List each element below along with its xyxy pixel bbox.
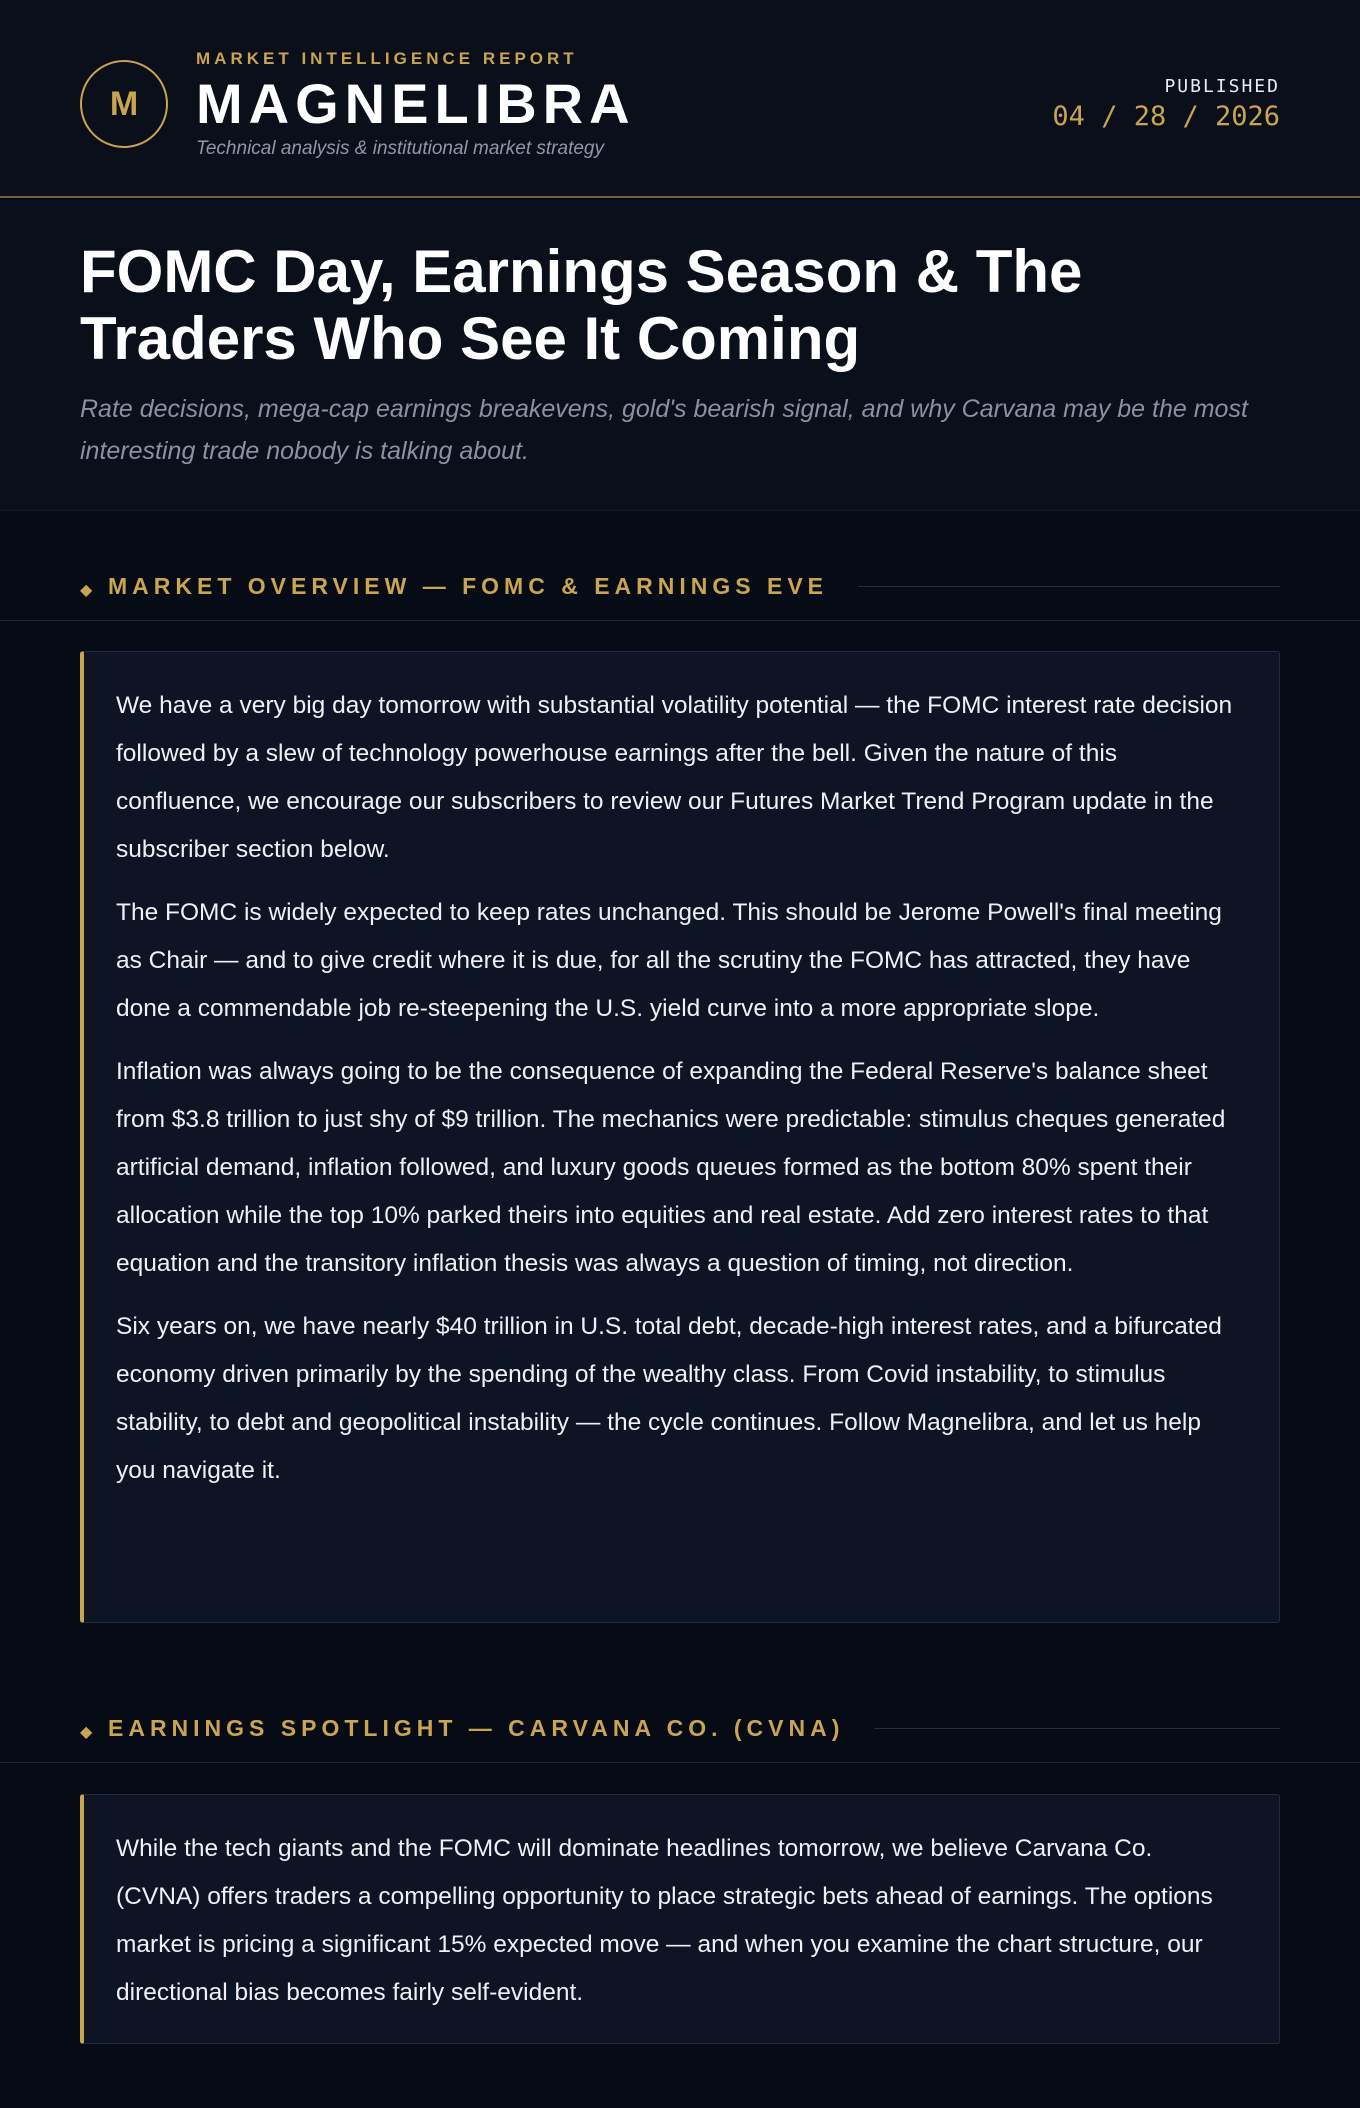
section-divider: [858, 586, 1280, 587]
section-header-market-overview: [0, 512, 1360, 621]
brand-name[interactable]: MAGNELIBRA: [196, 72, 636, 135]
site-header: [0, 0, 1360, 198]
diamond-icon: ◆: [80, 582, 93, 599]
section-header-earnings-spotlight: [0, 1654, 1360, 1763]
paragraph: Inflation was always going to be the consequence of expanding the Federal Reserve's balance sheet from $3.8 trillion to just shy of $9 trillion. The mechanics were predictable: stimulus cheques generated artificial demand, inflation followed, and luxury goods queues formed as the bottom 80% spent their allocation while the top 10% parked theirs into equities and real estate. Add zero interest rates to that equation and the transitory inflation thesis was always a question of timing, not direction.: [116, 1058, 1226, 1277]
hero: [0, 200, 1360, 511]
paragraph: The FOMC is widely expected to keep rates unchanged. This should be Jerome Powell's final meeting as Chair — and to give credit where it is due, for all the scrutiny the FOMC has attracted, they have done a commendable job re-steepening the U.S. yield curve into a more appropriate slope.: [116, 899, 1222, 1022]
published-label: PUBLISHED: [1164, 76, 1280, 97]
section-title: EARNINGS SPOTLIGHT — CARVANA CO. (CVNA): [108, 1715, 845, 1741]
article-title: FOMC Day, Earnings Season & The Traders Who See It Coming: [80, 238, 1083, 372]
article-subtitle: Rate decisions, mega-cap earnings breakevens, gold's bearish signal, and why Carvana may be the most interesting trade nobody is talking about.: [80, 395, 1248, 465]
section-divider: [874, 1728, 1280, 1729]
paragraph: While the tech giants and the FOMC will dominate headlines tomorrow, we believe Carvana Co. (CVNA) offers traders a compelling opportunity to place strategic bets ahead of earnings. The options market is pricing a significant 15% expected move — and when you examine the chart structure, our directional bias becomes fairly self-evident.: [116, 1835, 1213, 2006]
logo[interactable]: [80, 60, 168, 148]
published-date: 04 / 28 / 2026: [1052, 101, 1280, 132]
paragraph: Six years on, we have nearly $40 trillion in U.S. total debt, decade-high interest rates, and a bifurcated economy driven primarily by the spending of the wealthy class. From Covid instability, to stimulus stability, to debt and geopolitical instability — the cycle continues. Follow Magnelibra, and let us help you navigate it.: [116, 1313, 1222, 1484]
earnings-spotlight-card: [80, 1794, 1280, 2044]
brand-tagline: Technical analysis & institutional market strategy: [196, 138, 604, 159]
paragraph: We have a very big day tomorrow with substantial volatility potential — the FOMC interest rate decision followed by a slew of technology powerhouse earnings after the bell. Given the nature of this confluence, we encourage our subscribers to review our Futures Market Trend Program update in the subscriber section below.: [116, 692, 1233, 863]
brand-eyebrow: MARKET INTELLIGENCE REPORT: [196, 49, 578, 68]
diamond-icon: ◆: [80, 1724, 93, 1741]
logo-letter: M: [109, 84, 139, 123]
section-title: MARKET OVERVIEW — FOMC & EARNINGS EVE: [108, 573, 829, 599]
market-overview-card: [80, 651, 1280, 1623]
